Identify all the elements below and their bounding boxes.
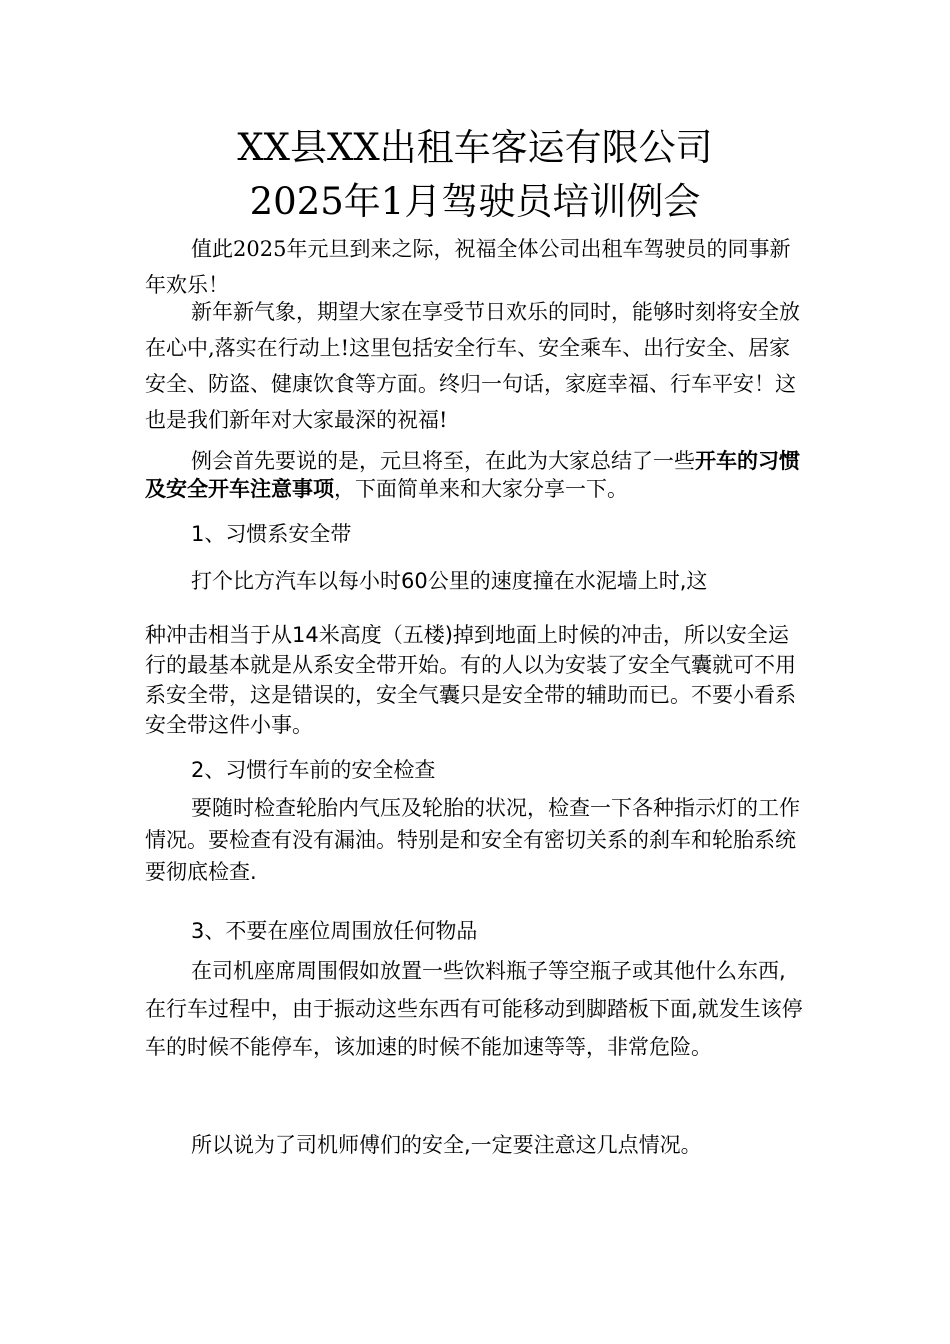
section-heading-2: 2、习惯行车前的安全检查 xyxy=(191,758,436,782)
section-1-body: 种冲击相当于从14米高度（五楼)掉到地面上时候的冲击，所以安全运行的最基本就是从系安全带开始。有的人以为安装了安全气囊就可不用系安全带，这是错误的，安全气囊只是安全带的辅助而已。不要小看系安全带这件小事。 xyxy=(145,623,796,737)
intro-text-after: ，下面简单来和大家分享一下。 xyxy=(334,477,628,501)
greeting-text: 值此2025年元旦到来之际，祝福全体公司出租车驾驶员的同事新年欢乐！ xyxy=(145,237,791,297)
section-3-text: 在司机座席周围假如放置一些饮料瓶子等空瓶子或其他什么东西,在行车过程中，由于振动这些东西有可能移动到脚踏板下面,就发生该停车的时候不能停车，该加速的时候不能加速等等，非常危险。 xyxy=(145,959,803,1059)
section-2-paragraph xyxy=(145,792,805,888)
section-2-text: 要随时检查轮胎内气压及轮胎的状况，检查一下各种指示灯的工作情况。要检查有没有漏油。特别是和安全有密切关系的刹车和轮胎系统要彻底检查. xyxy=(145,796,800,884)
document-title-line-1: XX县XX出租车客运有限公司 xyxy=(237,126,713,169)
section-heading-3: 3、不要在座位周围放任何物品 xyxy=(191,919,478,943)
greeting-paragraph xyxy=(145,231,805,303)
intro-text-bold: 开车的习惯及安全开车注意事项 xyxy=(145,448,800,501)
closing-text: 所以说为了司机师傅们的安全,一定要注意这几点情况。 xyxy=(191,1133,702,1157)
intro-text-before: 例会首先要说的是，元旦将至，在此为大家总结了一些 xyxy=(191,449,695,473)
closing-paragraph xyxy=(145,1127,805,1163)
section-1-first-line: 打个比方汽车以每小时60公里的速度撞在水泥墙上时,这 xyxy=(191,569,708,593)
new-year-text: 新年新气象，期望大家在享受节日欢乐的同时，能够时刻将安全放在心中,落实在行动上!这里包括安全行车、安全乘车、出行安全、居家安全、防盗、健康饮食等方面。终归一句话，家庭幸福、行车平安！这也是我们新年对大家最深的祝福! xyxy=(145,300,800,432)
section-3-paragraph xyxy=(145,952,805,1066)
new-year-paragraph xyxy=(145,294,805,438)
section-heading-1: 1、习惯系安全带 xyxy=(191,522,352,546)
intro-paragraph xyxy=(145,447,805,503)
document-title-line-2: 2025年1月驾驶员培训例会 xyxy=(249,180,701,223)
